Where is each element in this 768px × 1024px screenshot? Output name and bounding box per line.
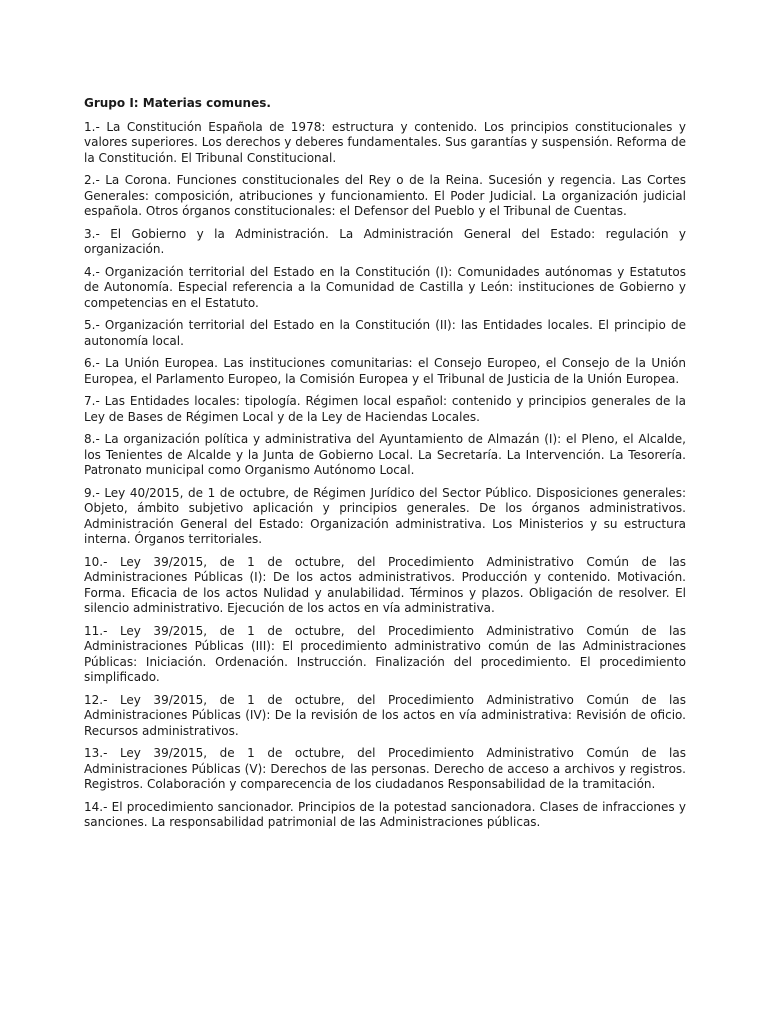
topic-item-5: 5.- Organización territorial del Estado en la Constitución (II): las Entidades locales. El principio de autonomía local. [84, 318, 686, 348]
topic-item-4: 4.- Organización territorial del Estado en la Constitución (I): Comunidades autónomas y Estatutos de Autonomía. Especial referencia a la Comunidad de Castilla y León: instituciones de Gobierno y competencias en el Estatuto. [84, 264, 686, 310]
topic-item-7: 7.- Las Entidades locales: tipología. Régimen local español: contenido y principios generales de la Ley de Bases de Régimen Local y de la Ley de Haciendas Locales. [84, 394, 686, 424]
topic-item-10: 10.- Ley 39/2015, de 1 de octubre, del Procedimiento Administrativo Común de las Administraciones Públicas (I): De los actos administrativos. Producción y contenido. Motivación. Forma. Eficacia de los actos Nulidad y anulabilidad. Términos y plazos. Obligación de resolver. El silencio administrativo. Ejecución de los actos en vía administrativa. [84, 554, 686, 615]
topic-item-12: 12.- Ley 39/2015, de 1 de octubre, del Procedimiento Administrativo Común de las Administraciones Públicas (IV): De la revisión de los actos en vía administrativa: Revisión de oficio. Recursos administrativos. [84, 692, 686, 738]
topic-item-14: 14.- El procedimiento sancionador. Principios de la potestad sancionadora. Clases de infracciones y sanciones. La responsabilidad patrimonial de las Administraciones públicas. [84, 799, 686, 829]
topic-item-2: 2.- La Corona. Funciones constitucionales del Rey o de la Reina. Sucesión y regencia. Las Cortes Generales: composición, atribuciones y funcionamiento. El Poder Judicial. La organización judicial española. Otros órganos constitucionales: el Defensor del Pueblo y el Tribunal de Cuentas. [84, 173, 686, 218]
topic-item-9: 9.- Ley 40/2015, de 1 de octubre, de Régimen Jurídico del Sector Público. Disposiciones generales: Objeto, ámbito subjetivo aplicación y principios generales. De los órganos administrativos. Administración General del Estado: Organización administrativa. Los Ministerios y su estructura interna. Órganos territoriales. [84, 485, 686, 546]
section-heading: Grupo I: Materias comunes. [84, 96, 271, 110]
document-page [84, 96, 686, 838]
topic-item-13: 13.- Ley 39/2015, de 1 de octubre, del Procedimiento Administrativo Común de las Administraciones Públicas (V): Derechos de las personas. Derecho de acceso a archivos y registros. Registros. Colaboración y comparecencia de los ciudadanos Responsabilidad de la tramitación. [84, 746, 686, 791]
topic-item-1: 1.- La Constitución Española de 1978: estructura y contenido. Los principios constitucionales y valores superiores. Los derechos y deberes fundamentales. Sus garantías y suspensión. Reforma de la Constitución. El Tribunal Constitucional. [84, 119, 686, 165]
topic-item-11: 11.- Ley 39/2015, de 1 de octubre, del Procedimiento Administrativo Común de las Administraciones Públicas (III): El procedimiento administrativo común de las Administraciones Públicas: Iniciación. Ordenación. Instrucción. Finalización del procedimiento. El procedimiento simplificado. [84, 623, 686, 684]
topic-item-8: 8.- La organización política y administrativa del Ayuntamiento de Almazán (I): el Pleno, el Alcalde, los Tenientes de Alcalde y la Junta de Gobierno Local. La Secretaría. La Intervención. La Tesorería. Patronato municipal como Organismo Autónomo Local. [84, 432, 686, 477]
topic-item-3: 3.- El Gobierno y la Administración. La Administración General del Estado: regulación y organización. [84, 226, 686, 256]
topic-item-6: 6.- La Unión Europea. Las instituciones comunitarias: el Consejo Europeo, el Consejo de la Unión Europea, el Parlamento Europeo, la Comisión Europea y el Tribunal de Justicia de la Unión Europea. [84, 356, 686, 386]
